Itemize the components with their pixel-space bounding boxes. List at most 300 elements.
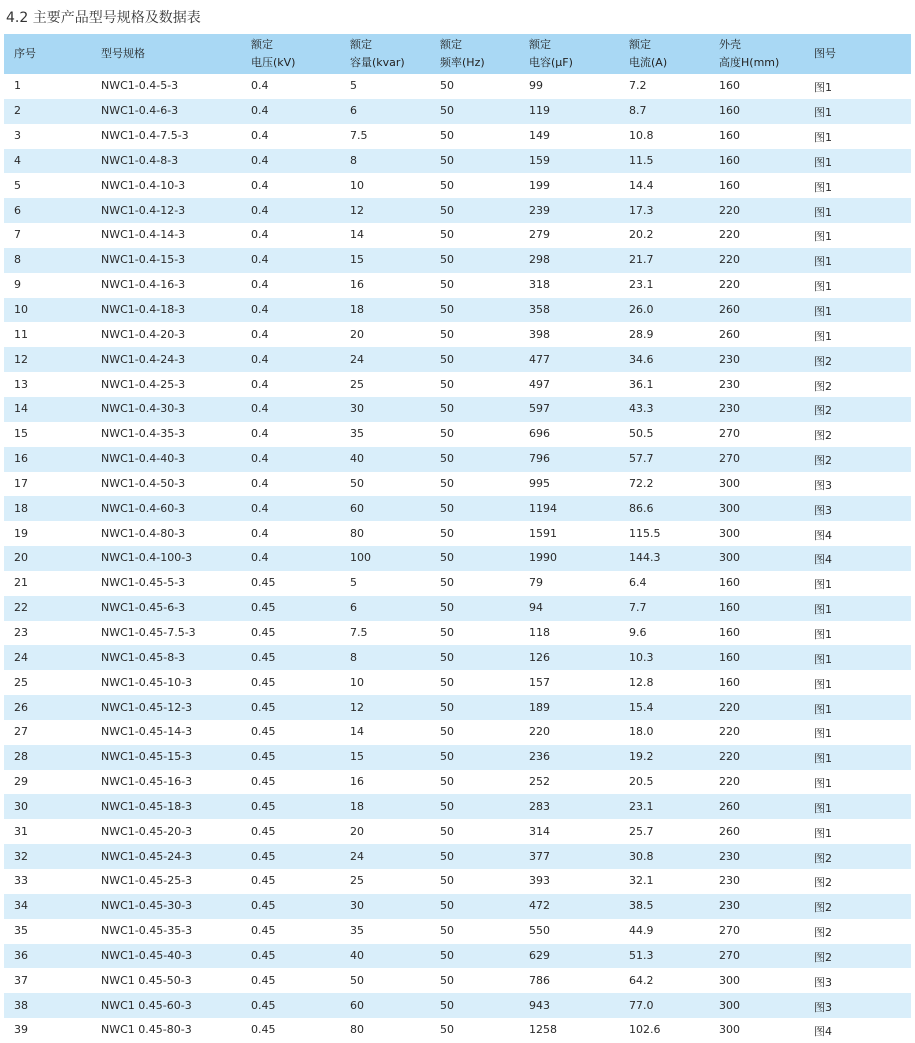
cell-model: NWC1-0.45-40-3 xyxy=(91,944,241,969)
table-row xyxy=(4,472,911,497)
cell-frequency: 50 xyxy=(430,844,519,869)
header-current-line1: 额定 xyxy=(629,38,651,51)
cell-current: 8.7 xyxy=(619,99,709,124)
cell-current: 18.0 xyxy=(619,720,709,745)
header-capacity-line2: 容量(kvar) xyxy=(350,56,405,69)
cell-current: 25.7 xyxy=(619,819,709,844)
cell-frequency: 50 xyxy=(430,770,519,795)
cell-model: NWC1-0.45-35-3 xyxy=(91,919,241,944)
cell-figure: 图3 xyxy=(804,472,911,497)
cell-voltage: 0.4 xyxy=(241,521,340,546)
cell-voltage: 0.4 xyxy=(241,472,340,497)
cell-frequency: 50 xyxy=(430,993,519,1018)
cell-frequency: 50 xyxy=(430,720,519,745)
table-row xyxy=(4,670,911,695)
cell-voltage: 0.4 xyxy=(241,298,340,323)
cell-index: 1 xyxy=(4,74,91,99)
cell-capacity: 60 xyxy=(340,993,430,1018)
cell-model: NWC1-0.4-7.5-3 xyxy=(91,124,241,149)
cell-frequency: 50 xyxy=(430,944,519,969)
header-capacitance xyxy=(519,34,619,74)
cell-capacity: 60 xyxy=(340,496,430,521)
cell-figure: 图2 xyxy=(804,422,911,447)
cell-frequency: 50 xyxy=(430,422,519,447)
cell-index: 33 xyxy=(4,869,91,894)
cell-figure: 图1 xyxy=(804,173,911,198)
cell-height: 270 xyxy=(709,944,804,969)
cell-frequency: 50 xyxy=(430,124,519,149)
cell-frequency: 50 xyxy=(430,248,519,273)
cell-voltage: 0.45 xyxy=(241,794,340,819)
header-figure xyxy=(804,34,911,74)
cell-voltage: 0.45 xyxy=(241,670,340,695)
cell-frequency: 50 xyxy=(430,695,519,720)
cell-height: 230 xyxy=(709,844,804,869)
cell-index: 15 xyxy=(4,422,91,447)
cell-index: 11 xyxy=(4,322,91,347)
cell-height: 220 xyxy=(709,223,804,248)
cell-capacitance: 393 xyxy=(519,869,619,894)
cell-current: 11.5 xyxy=(619,149,709,174)
table-row xyxy=(4,844,911,869)
cell-capacity: 20 xyxy=(340,819,430,844)
cell-capacitance: 696 xyxy=(519,422,619,447)
table-row xyxy=(4,794,911,819)
cell-index: 13 xyxy=(4,372,91,397)
header-height xyxy=(709,34,804,74)
cell-voltage: 0.4 xyxy=(241,198,340,223)
cell-figure: 图4 xyxy=(804,1018,911,1043)
cell-index: 30 xyxy=(4,794,91,819)
cell-height: 260 xyxy=(709,794,804,819)
cell-figure: 图2 xyxy=(804,894,911,919)
cell-current: 57.7 xyxy=(619,447,709,472)
cell-capacity: 25 xyxy=(340,869,430,894)
cell-capacitance: 597 xyxy=(519,397,619,422)
cell-voltage: 0.45 xyxy=(241,919,340,944)
cell-model: NWC1-0.4-30-3 xyxy=(91,397,241,422)
cell-model: NWC1-0.4-20-3 xyxy=(91,322,241,347)
cell-capacitance: 477 xyxy=(519,347,619,372)
cell-height: 220 xyxy=(709,770,804,795)
cell-voltage: 0.4 xyxy=(241,397,340,422)
cell-figure: 图1 xyxy=(804,596,911,621)
cell-model: NWC1-0.4-6-3 xyxy=(91,99,241,124)
table-row xyxy=(4,397,911,422)
cell-frequency: 50 xyxy=(430,546,519,571)
cell-index: 5 xyxy=(4,173,91,198)
cell-capacity: 15 xyxy=(340,745,430,770)
cell-capacity: 12 xyxy=(340,198,430,223)
header-model-line1: 型号规格 xyxy=(101,47,145,60)
table-row xyxy=(4,521,911,546)
table-row xyxy=(4,74,911,99)
cell-model: NWC1-0.4-24-3 xyxy=(91,347,241,372)
cell-index: 24 xyxy=(4,645,91,670)
cell-frequency: 50 xyxy=(430,819,519,844)
cell-frequency: 50 xyxy=(430,745,519,770)
cell-capacity: 35 xyxy=(340,919,430,944)
cell-height: 300 xyxy=(709,546,804,571)
cell-capacity: 10 xyxy=(340,670,430,695)
cell-height: 260 xyxy=(709,322,804,347)
cell-voltage: 0.45 xyxy=(241,695,340,720)
cell-capacity: 24 xyxy=(340,347,430,372)
cell-current: 28.9 xyxy=(619,322,709,347)
cell-figure: 图3 xyxy=(804,968,911,993)
cell-height: 160 xyxy=(709,571,804,596)
cell-current: 43.3 xyxy=(619,397,709,422)
cell-model: NWC1-0.45-5-3 xyxy=(91,571,241,596)
cell-capacity: 7.5 xyxy=(340,621,430,646)
cell-figure: 图1 xyxy=(804,99,911,124)
cell-height: 220 xyxy=(709,695,804,720)
cell-capacitance: 472 xyxy=(519,894,619,919)
cell-index: 31 xyxy=(4,819,91,844)
cell-height: 230 xyxy=(709,372,804,397)
cell-model: NWC1-0.4-16-3 xyxy=(91,273,241,298)
cell-capacity: 30 xyxy=(340,894,430,919)
table-row xyxy=(4,173,911,198)
cell-model: NWC1 0.45-50-3 xyxy=(91,968,241,993)
cell-capacitance: 149 xyxy=(519,124,619,149)
header-index xyxy=(4,34,91,74)
cell-capacity: 8 xyxy=(340,645,430,670)
cell-index: 12 xyxy=(4,347,91,372)
table-row xyxy=(4,596,911,621)
cell-index: 23 xyxy=(4,621,91,646)
cell-frequency: 50 xyxy=(430,347,519,372)
cell-height: 270 xyxy=(709,919,804,944)
table-row xyxy=(4,919,911,944)
cell-capacity: 40 xyxy=(340,944,430,969)
table-row xyxy=(4,770,911,795)
cell-capacitance: 943 xyxy=(519,993,619,1018)
cell-capacitance: 314 xyxy=(519,819,619,844)
cell-figure: 图4 xyxy=(804,546,911,571)
cell-frequency: 50 xyxy=(430,670,519,695)
cell-figure: 图2 xyxy=(804,919,911,944)
cell-capacity: 100 xyxy=(340,546,430,571)
cell-capacitance: 283 xyxy=(519,794,619,819)
cell-voltage: 0.4 xyxy=(241,248,340,273)
cell-capacitance: 159 xyxy=(519,149,619,174)
cell-index: 34 xyxy=(4,894,91,919)
cell-current: 144.3 xyxy=(619,546,709,571)
cell-height: 160 xyxy=(709,173,804,198)
cell-model: NWC1-0.45-24-3 xyxy=(91,844,241,869)
cell-index: 8 xyxy=(4,248,91,273)
cell-height: 230 xyxy=(709,869,804,894)
cell-voltage: 0.45 xyxy=(241,596,340,621)
cell-index: 20 xyxy=(4,546,91,571)
cell-index: 28 xyxy=(4,745,91,770)
table-header-row xyxy=(4,34,911,74)
cell-model: NWC1-0.4-50-3 xyxy=(91,472,241,497)
cell-height: 300 xyxy=(709,496,804,521)
cell-current: 20.5 xyxy=(619,770,709,795)
cell-frequency: 50 xyxy=(430,621,519,646)
cell-figure: 图1 xyxy=(804,819,911,844)
table-row xyxy=(4,496,911,521)
cell-height: 220 xyxy=(709,745,804,770)
cell-figure: 图1 xyxy=(804,770,911,795)
cell-figure: 图1 xyxy=(804,571,911,596)
cell-model: NWC1-0.45-25-3 xyxy=(91,869,241,894)
cell-height: 230 xyxy=(709,347,804,372)
cell-height: 160 xyxy=(709,596,804,621)
cell-capacity: 80 xyxy=(340,521,430,546)
product-spec-table xyxy=(4,34,911,1043)
cell-model: NWC1 0.45-80-3 xyxy=(91,1018,241,1043)
cell-model: NWC1-0.45-6-3 xyxy=(91,596,241,621)
cell-figure: 图1 xyxy=(804,645,911,670)
cell-figure: 图3 xyxy=(804,496,911,521)
cell-figure: 图1 xyxy=(804,322,911,347)
cell-voltage: 0.4 xyxy=(241,149,340,174)
cell-capacitance: 550 xyxy=(519,919,619,944)
cell-model: NWC1-0.4-100-3 xyxy=(91,546,241,571)
cell-capacitance: 79 xyxy=(519,571,619,596)
table-row xyxy=(4,273,911,298)
cell-voltage: 0.45 xyxy=(241,621,340,646)
cell-height: 260 xyxy=(709,298,804,323)
cell-frequency: 50 xyxy=(430,149,519,174)
header-figure-line1: 图号 xyxy=(814,47,836,60)
cell-capacitance: 1591 xyxy=(519,521,619,546)
cell-current: 19.2 xyxy=(619,745,709,770)
cell-figure: 图3 xyxy=(804,993,911,1018)
cell-voltage: 0.45 xyxy=(241,571,340,596)
cell-height: 300 xyxy=(709,472,804,497)
cell-height: 160 xyxy=(709,74,804,99)
cell-frequency: 50 xyxy=(430,173,519,198)
cell-figure: 图1 xyxy=(804,149,911,174)
cell-current: 20.2 xyxy=(619,223,709,248)
cell-height: 160 xyxy=(709,149,804,174)
cell-capacity: 6 xyxy=(340,596,430,621)
cell-index: 39 xyxy=(4,1018,91,1043)
cell-capacity: 50 xyxy=(340,472,430,497)
cell-voltage: 0.45 xyxy=(241,844,340,869)
header-capacity xyxy=(340,34,430,74)
cell-capacity: 8 xyxy=(340,149,430,174)
cell-voltage: 0.4 xyxy=(241,99,340,124)
cell-current: 23.1 xyxy=(619,273,709,298)
cell-capacitance: 786 xyxy=(519,968,619,993)
table-row xyxy=(4,248,911,273)
cell-figure: 图1 xyxy=(804,720,911,745)
cell-voltage: 0.45 xyxy=(241,993,340,1018)
table-row xyxy=(4,968,911,993)
cell-voltage: 0.45 xyxy=(241,1018,340,1043)
cell-capacitance: 252 xyxy=(519,770,619,795)
table-row xyxy=(4,223,911,248)
cell-capacity: 20 xyxy=(340,322,430,347)
cell-figure: 图2 xyxy=(804,447,911,472)
cell-capacitance: 220 xyxy=(519,720,619,745)
header-height-line2: 高度H(mm) xyxy=(719,56,780,69)
cell-capacity: 5 xyxy=(340,74,430,99)
cell-figure: 图1 xyxy=(804,223,911,248)
cell-capacitance: 239 xyxy=(519,198,619,223)
table-row xyxy=(4,745,911,770)
cell-index: 3 xyxy=(4,124,91,149)
header-capacitance-line1: 额定 xyxy=(529,38,551,51)
table-row xyxy=(4,819,911,844)
header-current-line2: 电流(A) xyxy=(629,56,668,69)
cell-capacitance: 99 xyxy=(519,74,619,99)
cell-figure: 图2 xyxy=(804,397,911,422)
table-row xyxy=(4,869,911,894)
cell-current: 10.3 xyxy=(619,645,709,670)
header-voltage-line1: 额定 xyxy=(251,38,273,51)
cell-current: 36.1 xyxy=(619,372,709,397)
cell-height: 160 xyxy=(709,621,804,646)
cell-figure: 图1 xyxy=(804,273,911,298)
table-row xyxy=(4,944,911,969)
cell-model: NWC1-0.4-10-3 xyxy=(91,173,241,198)
header-frequency xyxy=(430,34,519,74)
cell-current: 115.5 xyxy=(619,521,709,546)
cell-voltage: 0.4 xyxy=(241,422,340,447)
cell-capacitance: 126 xyxy=(519,645,619,670)
cell-capacitance: 94 xyxy=(519,596,619,621)
cell-frequency: 50 xyxy=(430,99,519,124)
cell-frequency: 50 xyxy=(430,919,519,944)
cell-current: 44.9 xyxy=(619,919,709,944)
cell-capacity: 16 xyxy=(340,770,430,795)
cell-current: 30.8 xyxy=(619,844,709,869)
cell-current: 38.5 xyxy=(619,894,709,919)
cell-frequency: 50 xyxy=(430,894,519,919)
cell-index: 4 xyxy=(4,149,91,174)
cell-capacitance: 1194 xyxy=(519,496,619,521)
cell-capacity: 30 xyxy=(340,397,430,422)
cell-voltage: 0.45 xyxy=(241,869,340,894)
cell-capacity: 5 xyxy=(340,571,430,596)
cell-frequency: 50 xyxy=(430,372,519,397)
cell-frequency: 50 xyxy=(430,397,519,422)
header-frequency-line1: 额定 xyxy=(440,38,462,51)
cell-voltage: 0.4 xyxy=(241,74,340,99)
cell-height: 220 xyxy=(709,720,804,745)
cell-figure: 图1 xyxy=(804,745,911,770)
cell-current: 32.1 xyxy=(619,869,709,894)
cell-frequency: 50 xyxy=(430,273,519,298)
cell-model: NWC1-0.4-12-3 xyxy=(91,198,241,223)
table-row xyxy=(4,695,911,720)
cell-model: NWC1-0.4-8-3 xyxy=(91,149,241,174)
table-row xyxy=(4,322,911,347)
cell-voltage: 0.4 xyxy=(241,372,340,397)
cell-frequency: 50 xyxy=(430,447,519,472)
cell-current: 7.2 xyxy=(619,74,709,99)
cell-frequency: 50 xyxy=(430,472,519,497)
cell-current: 15.4 xyxy=(619,695,709,720)
cell-capacity: 40 xyxy=(340,447,430,472)
cell-figure: 图1 xyxy=(804,298,911,323)
header-capacity-line1: 额定 xyxy=(350,38,372,51)
cell-frequency: 50 xyxy=(430,322,519,347)
cell-figure: 图4 xyxy=(804,521,911,546)
cell-voltage: 0.4 xyxy=(241,273,340,298)
cell-model: NWC1-0.4-25-3 xyxy=(91,372,241,397)
cell-model: NWC1-0.45-12-3 xyxy=(91,695,241,720)
cell-frequency: 50 xyxy=(430,869,519,894)
cell-voltage: 0.4 xyxy=(241,124,340,149)
cell-frequency: 50 xyxy=(430,968,519,993)
cell-height: 260 xyxy=(709,819,804,844)
cell-capacitance: 995 xyxy=(519,472,619,497)
cell-figure: 图2 xyxy=(804,844,911,869)
cell-figure: 图1 xyxy=(804,621,911,646)
cell-voltage: 0.45 xyxy=(241,720,340,745)
cell-height: 300 xyxy=(709,968,804,993)
table-row xyxy=(4,1018,911,1043)
cell-capacity: 12 xyxy=(340,695,430,720)
cell-capacity: 15 xyxy=(340,248,430,273)
table-row xyxy=(4,621,911,646)
cell-figure: 图2 xyxy=(804,347,911,372)
cell-capacitance: 318 xyxy=(519,273,619,298)
cell-current: 17.3 xyxy=(619,198,709,223)
cell-capacitance: 358 xyxy=(519,298,619,323)
table-row xyxy=(4,124,911,149)
cell-frequency: 50 xyxy=(430,1018,519,1043)
cell-current: 9.6 xyxy=(619,621,709,646)
cell-capacitance: 118 xyxy=(519,621,619,646)
cell-model: NWC1-0.4-14-3 xyxy=(91,223,241,248)
cell-height: 270 xyxy=(709,422,804,447)
cell-index: 9 xyxy=(4,273,91,298)
cell-current: 72.2 xyxy=(619,472,709,497)
cell-index: 18 xyxy=(4,496,91,521)
cell-index: 35 xyxy=(4,919,91,944)
cell-capacitance: 629 xyxy=(519,944,619,969)
cell-capacitance: 398 xyxy=(519,322,619,347)
table-row xyxy=(4,571,911,596)
cell-voltage: 0.4 xyxy=(241,546,340,571)
cell-height: 160 xyxy=(709,124,804,149)
cell-capacitance: 497 xyxy=(519,372,619,397)
cell-current: 26.0 xyxy=(619,298,709,323)
cell-height: 270 xyxy=(709,447,804,472)
table-row xyxy=(4,546,911,571)
cell-current: 21.7 xyxy=(619,248,709,273)
cell-frequency: 50 xyxy=(430,521,519,546)
cell-frequency: 50 xyxy=(430,496,519,521)
cell-voltage: 0.4 xyxy=(241,173,340,198)
cell-height: 220 xyxy=(709,198,804,223)
cell-capacitance: 189 xyxy=(519,695,619,720)
cell-frequency: 50 xyxy=(430,74,519,99)
cell-index: 14 xyxy=(4,397,91,422)
table-row xyxy=(4,372,911,397)
header-model xyxy=(91,34,241,74)
cell-current: 77.0 xyxy=(619,993,709,1018)
cell-current: 7.7 xyxy=(619,596,709,621)
cell-current: 64.2 xyxy=(619,968,709,993)
section-title: 4.2 主要产品型号规格及数据表 xyxy=(6,10,201,26)
cell-index: 7 xyxy=(4,223,91,248)
cell-capacity: 25 xyxy=(340,372,430,397)
table-row xyxy=(4,198,911,223)
header-index-line1: 序号 xyxy=(14,47,36,60)
cell-index: 2 xyxy=(4,99,91,124)
cell-index: 32 xyxy=(4,844,91,869)
table-row xyxy=(4,347,911,372)
